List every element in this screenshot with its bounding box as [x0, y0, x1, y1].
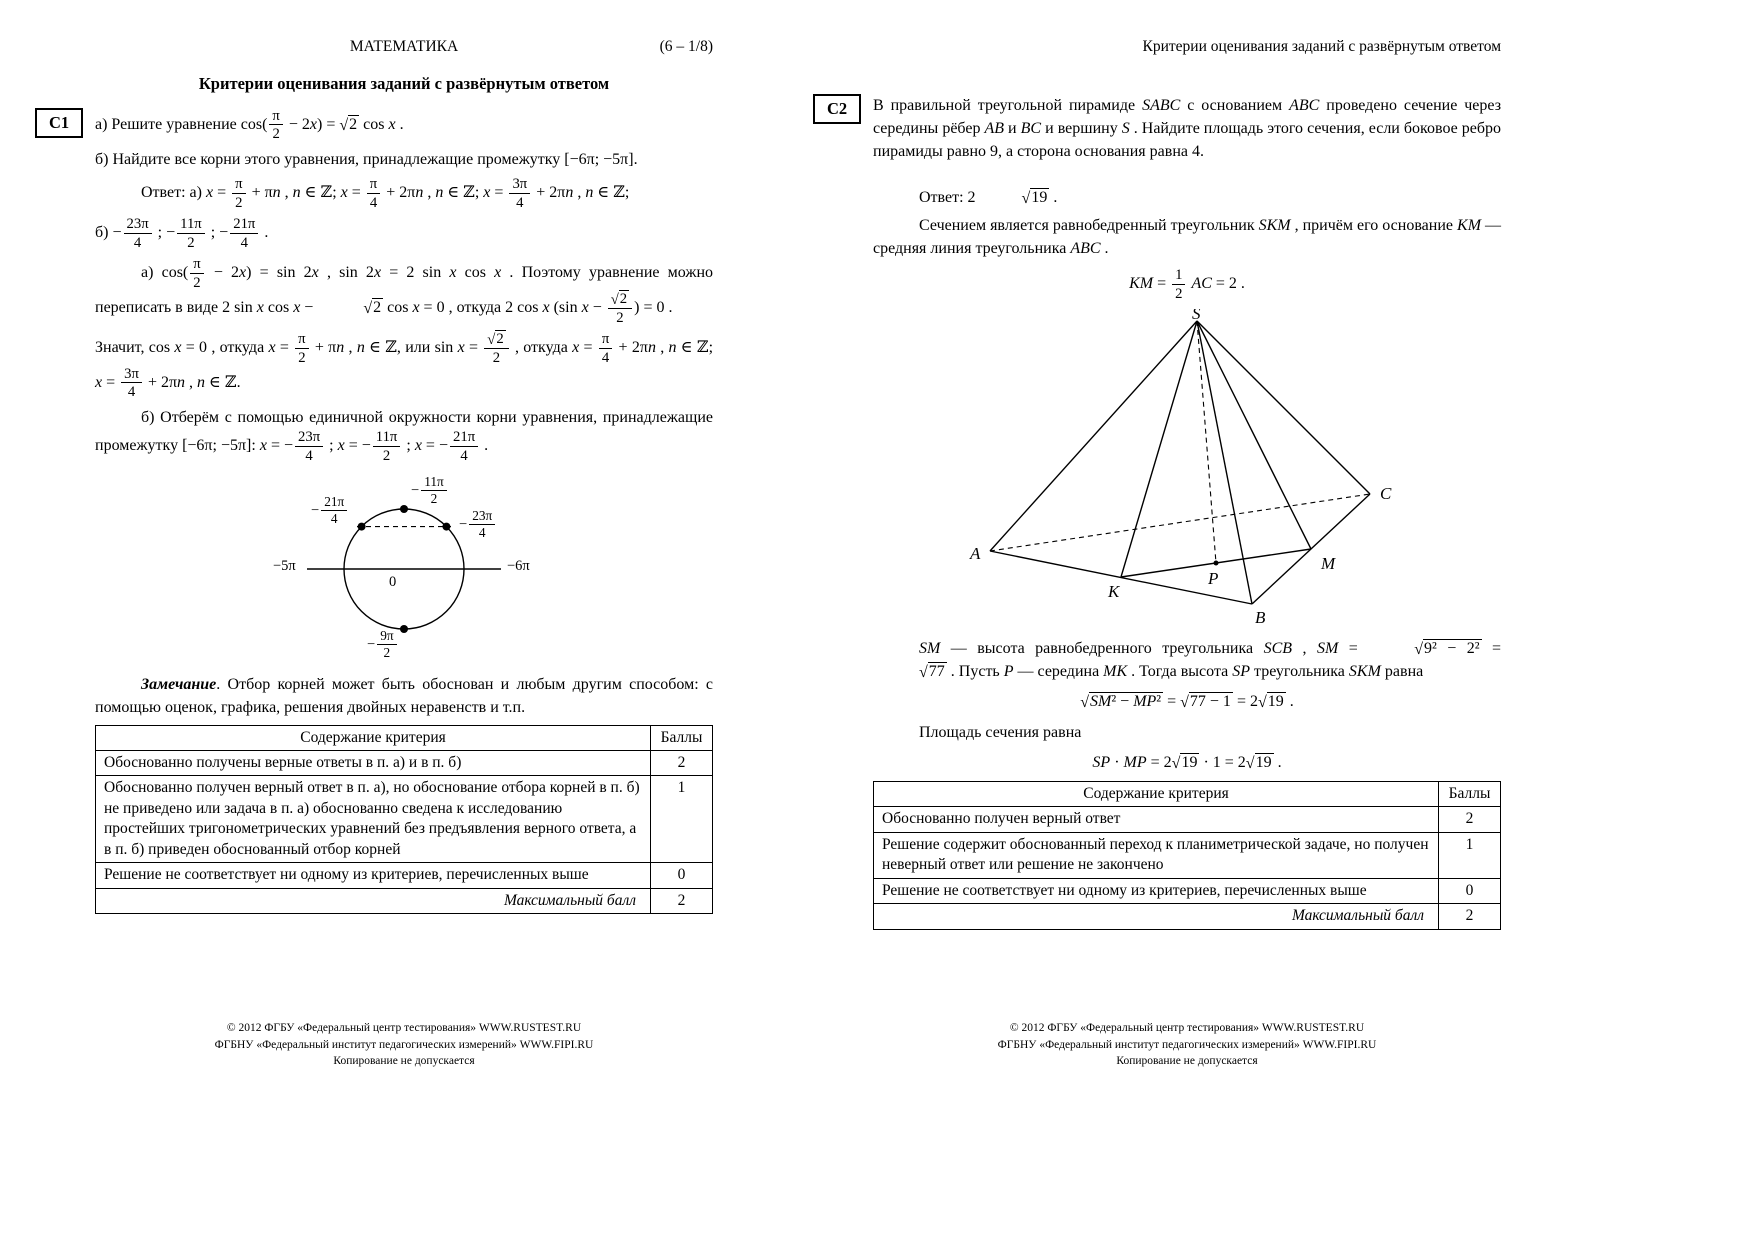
criterion-text: Решение содержит обоснованный переход к планиметрической задаче, но получен неверный ответ или решение не закончено	[874, 832, 1439, 878]
unit-circle-figure	[239, 469, 569, 667]
criterion-text: Решение не соответствует ни одному из критериев, перечисленных выше	[96, 863, 651, 888]
page-right-footer	[873, 1020, 1501, 1070]
criteria-column-header: Содержание критерия	[874, 782, 1439, 807]
table-header-row	[874, 782, 1501, 807]
footer-no-copy: Копирование не допускается	[1116, 1055, 1258, 1068]
vertex-label-b: B	[1255, 608, 1266, 628]
pyramid-figure	[952, 309, 1422, 631]
pyramid-solid-edges	[990, 321, 1370, 604]
circle-label-upper-left: − $\frac{21\pi}{4}$	[311, 495, 349, 527]
table-row	[874, 878, 1501, 903]
vertex-label-s: S	[1192, 309, 1201, 324]
criterion-text: Обоснованно получен верный ответ в п. а), но обоснование отбора корней в п. б) не приведено или задача в п. а) обоснованно сведена к исследованию простейших тригонометрических уравнений без предъявления верного ответа, а в п. б) приведен обоснованный отбор корней	[96, 776, 651, 863]
criterion-text: Решение не соответствует ни одному из критериев, перечисленных выше	[874, 878, 1439, 903]
criterion-text: Обоснованно получены верные ответы в п. а) и в п. б)	[96, 750, 651, 775]
page-right	[827, 38, 1502, 1218]
max-score-value: 2	[1439, 904, 1501, 929]
footer-copyright: © 2012 ФГБУ «Федеральный центр тестирования» WWW.RUSTEST.RU	[1009, 1022, 1365, 1034]
c2-solution-para3: Площадь сечения равна	[919, 723, 1082, 741]
task-c2	[827, 94, 1502, 930]
c2-solution-para2: SM — высота равнобедренного треугольника SCB , SM = √9² − 2² = √77 . Пусть P — середина MK . Тогда высота SP треугольника SKM равна	[919, 640, 1501, 682]
table-row	[96, 863, 713, 888]
page-left-header	[95, 38, 713, 60]
c2-formula-km: KM = $\frac{1}{2}$ AC = 2 .	[1129, 267, 1245, 302]
vertex-label-p: P	[1208, 569, 1219, 589]
criterion-score: 2	[1439, 807, 1501, 832]
vertex-label-c: C	[1380, 484, 1392, 504]
criterion-score: 2	[651, 750, 713, 775]
document-title: Критерии оценивания заданий с развёрнутым ответом	[198, 74, 610, 93]
page-left-footer	[95, 1020, 713, 1070]
c1-remark	[95, 673, 713, 719]
table-row	[96, 776, 713, 863]
table-row	[96, 750, 713, 775]
table-row	[874, 832, 1501, 878]
c2-problem: В правильной треугольной пирамиде SABC с основанием ABC проведено сечение через середины рёбер AB и BC и вершину S . Найдите площадь этого сечения, если боковое ребро пирамиды равно 9, а сторона основания равна 4.	[873, 97, 1502, 161]
vertex-label-k: K	[1108, 582, 1120, 602]
table-row-total	[874, 904, 1501, 929]
pyramid-vertex-labels	[969, 309, 1392, 627]
c1-problem-part-a: а) Решите уравнение cos( $\frac{\pi}{2}$ − 2x) = √2 cos x .	[95, 108, 404, 143]
task-c1-badge: С1	[35, 108, 83, 138]
task-c2-badge: С2	[813, 94, 861, 124]
c2-solution-para1: Сечением является равнобедренный треугольник SKM , причём его основание KM — средняя линия треугольника ABC .	[873, 216, 1502, 257]
criterion-score: 0	[651, 863, 713, 888]
c1-answer-line-b: б) − $\frac{23\pi}{4}$ ; − $\frac{11\pi}{2}$ ; − $\frac{21\pi}{4}$ .	[95, 216, 269, 251]
c1-solution-para-b: б) Отберём с помощью единичной окружности корни уравнения, принадлежащие промежутку [−6π; −5π]: x = − $\frac{23\pi}{4}$ ; x = − $\frac{11\pi}{2}$ ; x = − $\frac{21\pi}{4}$ .	[95, 408, 713, 464]
criterion-score: 1	[1439, 832, 1501, 878]
criterion-text: Обоснованно получен верный ответ	[874, 807, 1439, 832]
circle-label-upper-right: − $\frac{23\pi}{4}$	[459, 509, 497, 541]
table-row-total	[96, 888, 713, 913]
footer-no-copy: Копирование не допускается	[333, 1055, 475, 1068]
circle-label-origin: 0	[389, 574, 397, 591]
table-row	[874, 807, 1501, 832]
remark-text: . Отбор корней может быть обоснован и любым другим способом: с помощью оценок, графика, решения двойных неравенств и т.п.	[95, 676, 713, 717]
page-left	[49, 38, 714, 1218]
c2-formula-area: SP · MP = 2√19 · 1 = 2√19 .	[1092, 753, 1282, 772]
circle-label-top: − $\frac{11\pi}{2}$	[411, 475, 449, 507]
c1-problem-part-b: б) Найдите все корни этого уравнения, принадлежащие промежутку [−6π; −5π].	[95, 150, 638, 168]
c1-solution-para-a1: а) cos( $\frac{\pi}{2}$ − 2x) = sin 2x , sin 2x = 2 sin x cos x . Поэтому уравнение можно переписать в виде 2 sin x cos x − √2 cos x = 0 , откуда 2 cos x (sin x − $\frac{√2}{2}$ ) = 0 .	[95, 256, 714, 326]
max-score-label: Максимальный балл	[96, 888, 651, 913]
c2-answer: Ответ: 2 √19 .	[919, 188, 1058, 207]
header-page-code: (6 – 1/8)	[659, 38, 713, 55]
score-column-header: Баллы	[651, 725, 713, 750]
criteria-column-header: Содержание критерия	[96, 725, 651, 750]
header-subject: МАТЕМАТИКА	[349, 38, 459, 55]
score-column-header: Баллы	[1439, 782, 1501, 807]
criterion-score: 0	[1439, 878, 1501, 903]
c2-formula-sp: √SM² − MP² = √77 − 1 = 2√19 .	[1080, 693, 1294, 712]
footer-copyright: © 2012 ФГБУ «Федеральный центр тестирования» WWW.RUSTEST.RU	[226, 1022, 582, 1034]
circle-label-right: −6π	[507, 558, 530, 575]
vertex-label-m: M	[1321, 554, 1336, 574]
criterion-score: 1	[651, 776, 713, 863]
c1-answer-line-a: Ответ: а) x = $\frac{\pi}{2}$ + πn , n ∈ ℤ; x = $\frac{\pi}{4}$ + 2πn , n ∈ ℤ; x = $\frac{3\pi}{4}$ + 2πn , n ∈ ℤ;	[141, 176, 630, 211]
task-c1	[49, 108, 714, 914]
pyramid-hidden-edges	[990, 321, 1370, 563]
table-header-row	[96, 725, 713, 750]
max-score-value: 2	[651, 888, 713, 913]
pyramid-point-p-dot	[1214, 561, 1219, 566]
remark-label: Замечание	[141, 676, 217, 694]
c2-criteria-table	[873, 781, 1501, 930]
circle-label-bottom: − $\frac{9\pi}{2}$	[367, 629, 399, 661]
footer-institute: ФГБНУ «Федеральный институт педагогических измерений» WWW.FIPI.RU	[214, 1038, 594, 1051]
c1-criteria-table	[95, 725, 713, 915]
c1-solution-para-a2: Значит, cos x = 0 , откуда x = $\frac{\pi}{2}$ + πn , n ∈ ℤ, или sin x = $\frac{√2}{2}$ , откуда x = $\frac{\pi}{4}$ + 2πn , n ∈ ℤ; x = $\frac{3\pi}{4}$ + 2πn , n ∈ ℤ.	[95, 331, 714, 401]
circle-label-left: −5π	[273, 558, 296, 575]
max-score-label: Максимальный балл	[874, 904, 1439, 929]
page-right-header: Критерии оценивания заданий с развёрнутым ответом	[1142, 38, 1501, 55]
footer-institute: ФГБНУ «Федеральный институт педагогических измерений» WWW.FIPI.RU	[997, 1038, 1377, 1051]
pyramid-drawing	[952, 309, 1422, 631]
vertex-label-a: A	[970, 544, 981, 564]
